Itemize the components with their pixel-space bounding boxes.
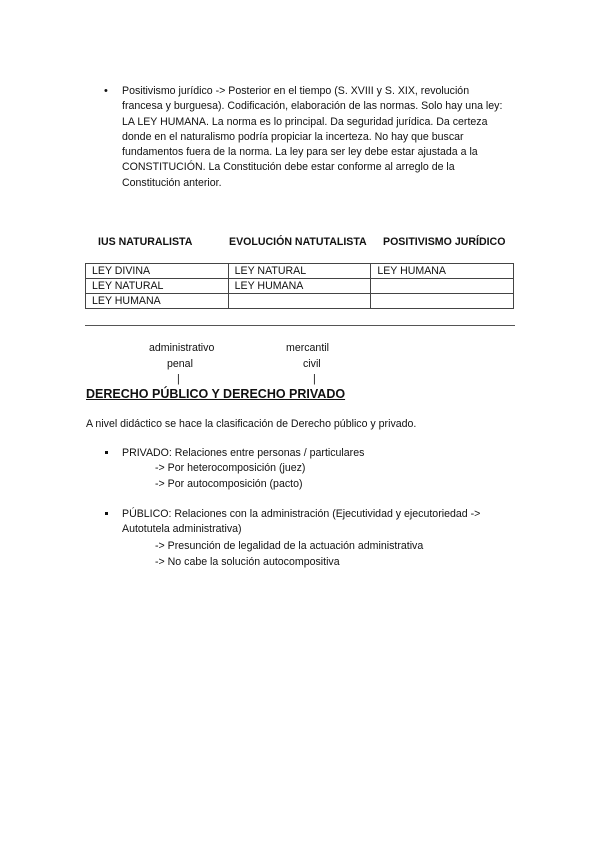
bullet-icon: • (104, 85, 108, 97)
branch-penal: penal (167, 358, 193, 370)
positivismo-bullet-block (104, 84, 504, 191)
privado-item: PRIVADO: Relaciones entre personas / particulares (122, 447, 365, 459)
privado-sub-item: -> Por autocomposición (pacto) (155, 478, 303, 490)
column-header-ius-naturalista: IUS NATURALISTA (98, 236, 193, 248)
paragraph-line: Positivismo jurídico -> Posterior en el tiempo (S. XVIII y S. XIX, revolución (122, 85, 470, 97)
paragraph-line: LA LEY HUMANA. La norma es lo principal. Da seguridad jurídica. Da certeza (122, 115, 488, 128)
paragraph-line: Constitución anterior. (122, 176, 222, 189)
branch-civil: civil (303, 358, 321, 370)
table-cell: LEY NATURAL (86, 279, 229, 294)
divider-line (85, 325, 515, 326)
table-cell: LEY DIVINA (86, 264, 229, 279)
table-cell: LEY HUMANA (371, 264, 514, 279)
positivismo-paragraph (122, 84, 504, 191)
table-cell: LEY NATURAL (228, 264, 371, 279)
law-table (85, 263, 514, 309)
table-cell: LEY HUMANA (228, 279, 371, 294)
table-row (86, 264, 514, 279)
square-bullet-icon (105, 512, 108, 515)
table-cell (228, 294, 371, 309)
publico-sub-item: -> No cabe la solución autocompositiva (155, 556, 340, 568)
branch-pipe-left: | (177, 373, 180, 385)
publico-item-continued: Autotutela administrativa) (122, 523, 242, 535)
paragraph-line: CONSTITUCIÓN. La Constitución debe estar conforme al arreglo de la (122, 161, 455, 174)
table-cell: LEY HUMANA (86, 294, 229, 309)
paragraph-line: fundamentos fuera de la norma. La ley para ser ley debe estar ajustada a la (122, 146, 478, 159)
table-row (86, 294, 514, 309)
publico-item: PÚBLICO: Relaciones con la administración (Ejecutividad y ejecutoriedad -> (122, 508, 481, 520)
table-cell (371, 279, 514, 294)
branch-mercantil: mercantil (286, 342, 329, 354)
branch-administrativo: administrativo (149, 342, 215, 354)
square-bullet-icon (105, 451, 108, 454)
column-header-positivismo: POSITIVISMO JURÍDICO (383, 236, 506, 248)
branch-pipe-right: | (313, 373, 316, 385)
paragraph-line: francesa y burguesa). Codificación, elaboración de las normas. Solo hay una ley: (122, 100, 503, 113)
section-intro: A nivel didáctico se hace la clasificación de Derecho público y privado. (86, 418, 417, 430)
table-cell (371, 294, 514, 309)
privado-sub-item: -> Por heterocomposición (juez) (155, 462, 306, 474)
table-row (86, 279, 514, 294)
column-header-evolucion: EVOLUCIÓN NATUTALISTA (229, 236, 367, 248)
paragraph-line: donde en el naturalismo podría propiciar la incerteza. No hay que buscar (122, 130, 464, 143)
section-title: DERECHO PÚBLICO Y DERECHO PRIVADO (86, 387, 346, 401)
publico-sub-item: -> Presunción de legalidad de la actuación administrativa (155, 540, 424, 552)
